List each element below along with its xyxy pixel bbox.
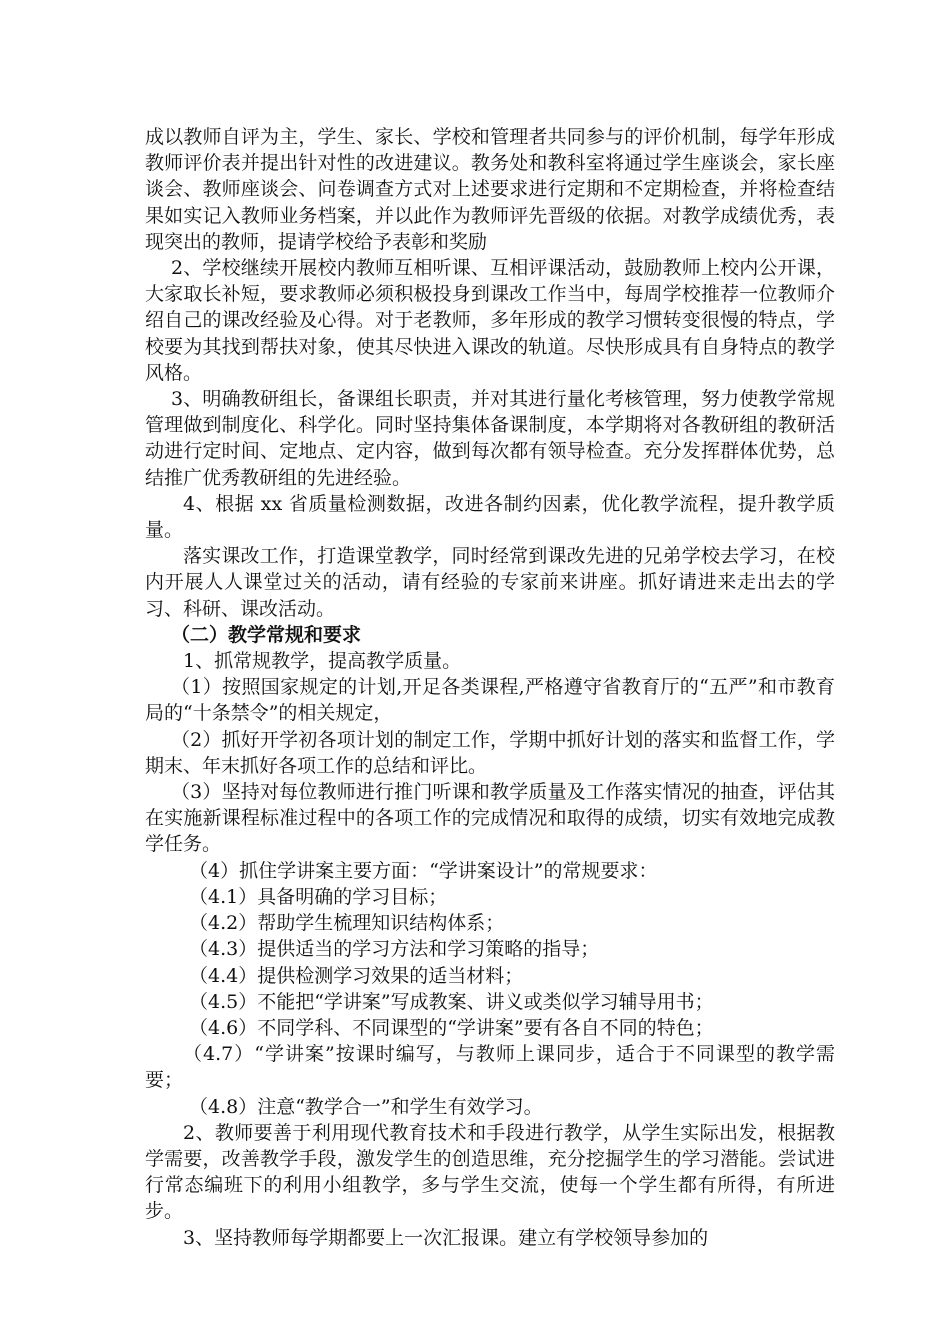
list-item-4-2: （4.2）帮助学生梳理知识结构体系； — [189, 912, 505, 935]
list-item-4-6: （4.6）不同学科、不同课型的“学讲案”要有各自不同的特色； — [189, 1016, 714, 1039]
paragraph-routine-1-1: （1）按照国家规定的计划,开足各类课程,严格遵守省教育厅的“五严”和市教育局的“十条禁令”的相关规定， — [145, 676, 835, 725]
paragraph-curriculum-reform: 落实课改工作，打造课堂教学，同时经常到课改先进的兄弟学校去学习，在校内开展人人课堂过关的活动，请有经验的专家前来讲座。抓好请进来走出去的学习、科研、课改活动。 — [145, 545, 835, 620]
paragraph-routine-1-2: （2）抓好开学初各项计划的制定工作，学期中抓好计划的落实和监督工作，学期末、年末抓好各项工作的总结和评比。 — [145, 728, 835, 777]
list-item-4-3: （4.3）提供适当的学习方法和学习策略的指导； — [189, 938, 600, 961]
paragraph-item-4-quality-data: 4、根据 xx 省质量检测数据，改进各制约因素，优化教学流程，提升教学质量。 — [145, 492, 835, 542]
list-item-4-4: （4.4）提供检测学习效果的适当材料； — [189, 964, 524, 987]
list-item-4-7: （4.7）“学讲案”按课时编写，与教师上课同步，适合于不同课型的教学需要； — [145, 1043, 835, 1092]
list-item-4-1: （4.1）具备明确的学习目标； — [189, 885, 448, 908]
paragraph-routine-2-technology: 2、教师要善于利用现代教育技术和手段进行教学，从学生实际出发，根据教学需要，改善教学手段，激发学生的创造思维，充分挖掘学生的学习潜能。尝试进行常态编班下的利用小组教学，多与学生交流，使每一个学生都有所得，有所进步。 — [145, 1121, 835, 1223]
paragraph-item-2-lesson-observation: 2、学校继续开展校内教师互相听课、互相评课活动，鼓励教师上校内公开课，大家取长补短，要求教师必须积极投身到课改工作当中，每周学校推荐一位教师介绍自己的课改经验及心得。对于老教师，多年形成的教学习惯转变很慢的特点，学校要为其找到帮扶对象，使其尽快进入课改的轨道。尽快形成具有自身特点的教学风格。 — [145, 257, 835, 384]
list-item-4-8: （4.8）注意“教学合一”和学生有效学习。 — [189, 1095, 543, 1118]
section-heading-teaching-routine: （二）教学常规和要求 — [171, 623, 362, 646]
paragraph-routine-1-3: （3）坚持对每位教师进行推门听课和教学质量及工作落实情况的抽查，评估其在实施新课程标准过程中的各项工作的完成情况和取得的成绩，切实有效地完成教学任务。 — [145, 781, 835, 856]
paragraph-item-3-research-group: 3、明确教研组长，备课组长职责，并对其进行量化考核管理，努力使教学常规管理做到制度化、科学化。同时坚持集体备课制度，本学期将对各教研组的教研活动进行定时间、定地点、定内容，做到每次都有领导检查。充分发挥群体优势，总结推广优秀教研组的先进经验。 — [145, 388, 835, 489]
document-body — [145, 124, 835, 1251]
list-item-4-5: （4.5）不能把“学讲案”写成教案、讲义或类似学习辅导用书； — [189, 990, 714, 1013]
paragraph-routine-1: 1、抓常规教学，提高教学质量。 — [183, 650, 462, 673]
paragraph-evaluation-mechanism: 成以教师自评为主，学生、家长、学校和管理者共同参与的评价机制，每学年形成教师评价表并提出针对性的改进建议。教务处和教科室将通过学生座谈会，家长座谈会、教师座谈会、问卷调查方式对上述要求进行定期和不定期检查，并将检查结果如实记入教师业务档案，并以此作为教师评先晋级的依据。对教学成绩优秀，表现突出的教师，提请学校给予表彰和奖励 — [145, 126, 835, 253]
paragraph-routine-1-4: （4）抓住学讲案主要方面：“学讲案设计”的常规要求： — [189, 859, 658, 882]
paragraph-routine-3-report-lesson: 3、坚持教师每学期都要上一次汇报课。建立有学校领导参加的 — [183, 1226, 709, 1249]
